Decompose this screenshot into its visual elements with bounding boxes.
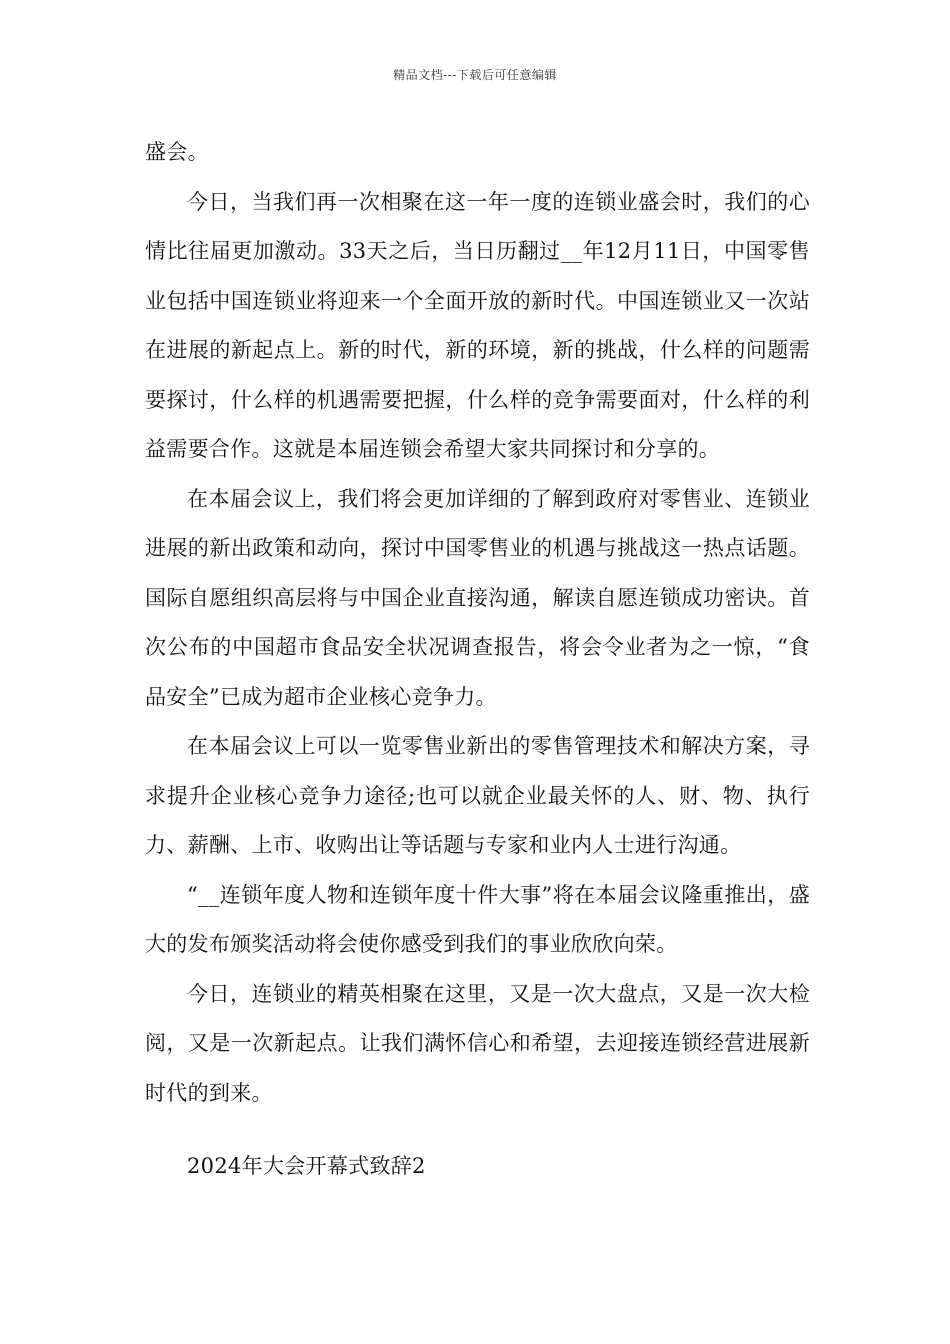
paragraph-2: 在本届会议上，我们将会更加详细的了解到政府对零售业、连锁业进展的新出政策和动向，探讨中国零售业的机遇与挑战这一热点话题。国际自愿组织高层将与中国企业直接沟通，解读自愿连锁成功密诀。首次公布的中国超市食品安全状况调查报告，将会令业者为之一惊，“食品安全”已成为超市企业核心竞争力。: [145, 486, 810, 709]
paragraph-5: 今日，连锁业的精英相聚在这里，又是一次大盘点，又是一次大检阅，又是一次新起点。让我们满怀信心和希望，去迎接连锁经营进展新时代的到来。: [145, 981, 810, 1105]
paragraph-4: “__连锁年度人物和连锁年度十件大事”将在本届会议隆重推出，盛大的发布颁奖活动将会使你感受到我们的事业欣欣向荣。: [145, 882, 810, 956]
page-header: 精品文档---下载后可任意编辑: [393, 68, 557, 82]
paragraph-3: 在本届会议上可以一览零售业新出的零售管理技术和解决方案，寻求提升企业核心竞争力途径;也可以就企业最关怀的人、财、物、执行力、薪酬、上市、收购出让等话题与专家和业内人士进行沟通。: [145, 734, 810, 857]
paragraph-continuation: 盛会。: [145, 140, 209, 164]
section-title: 2024年大会开幕式致辞2: [187, 1154, 426, 1178]
paragraph-1: 今日，当我们再一次相聚在这一年一度的连锁业盛会时，我们的心情比往届更加激动。33天之后，当日历翻过__年12月11日，中国零售业包括中国连锁业将迎来一个全面开放的新时代。中国连锁业又一次站在进展的新起点上。新的时代，新的环境，新的挑战，什么样的问题需要探讨，什么样的机遇需要把握，什么样的竞争需要面对，什么样的利益需要合作。这就是本届连锁会希望大家共同探讨和分享的。: [145, 189, 810, 461]
document-body: [145, 128, 810, 1192]
